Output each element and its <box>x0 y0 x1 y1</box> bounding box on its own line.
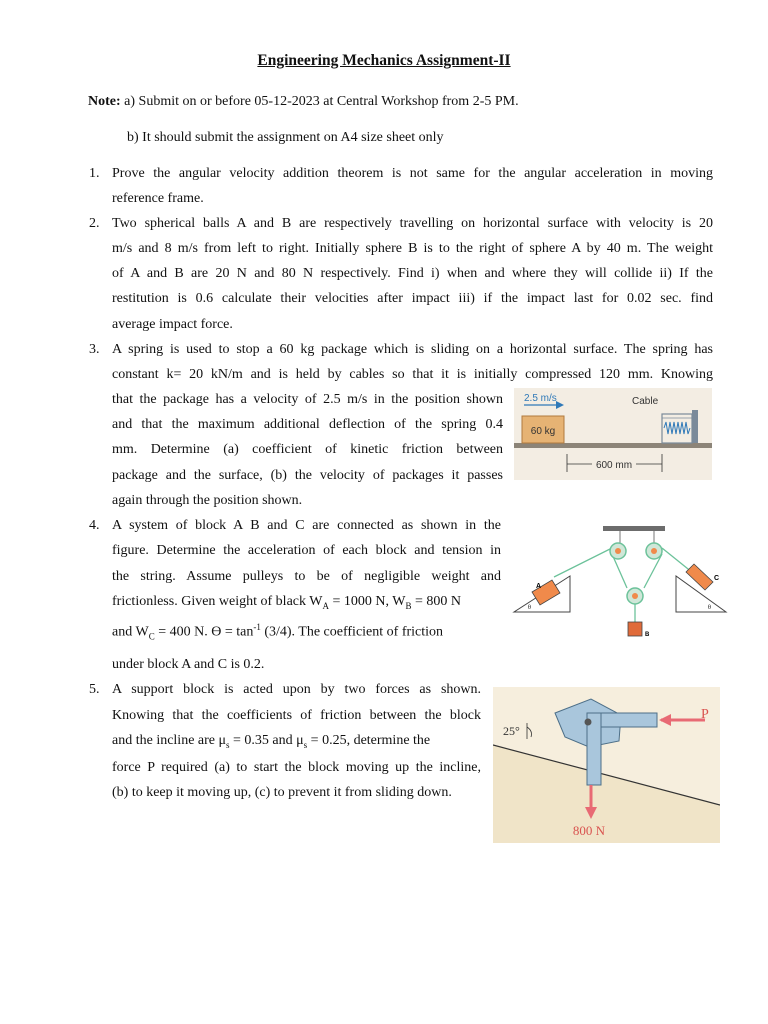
q3-line: again through the position shown. <box>112 493 303 508</box>
support-block-figure <box>493 687 720 843</box>
q2-line: restitution is 0.6 calculate their velocities after impact iii) if the impact last for 0.02 sec. find <box>112 291 713 306</box>
force-p-label: P <box>701 707 709 722</box>
q4-line: figure. Determine the acceleration of each block and tension in <box>112 543 501 558</box>
q5-line: and the incline are $\mu_s = 0.35$ and $\mu_s = 0.25$, determine the <box>112 733 431 750</box>
q3-line: that the package has a velocity of 2.5 m/s in the position shown <box>112 392 503 407</box>
q4-line: frictionless. Given weight of black $W_A = 1000$ N, $W_B = 800$ N <box>112 594 461 611</box>
q5-line: (b) to keep it moving up, (c) to prevent it from sliding down. <box>112 785 452 800</box>
q3-number: 3. <box>89 342 100 357</box>
note-label: Note: <box>88 94 121 109</box>
angle-label: 25° <box>503 724 520 738</box>
block-a-label: A <box>536 583 542 590</box>
block-c-label: C <box>714 575 720 582</box>
note-a <box>88 94 519 110</box>
q2-line: m/s and 8 m/s from left to right. Initially sphere B is to the right of sphere A by 40 m. The weight <box>112 241 713 256</box>
q4-number: 4. <box>89 518 100 533</box>
note-b: b) It should submit the assignment on A4 size sheet only <box>127 130 444 145</box>
q4-line: the string. Assume pulleys to be of negligible weight and <box>112 569 501 584</box>
pulley-blocks-figure <box>508 520 730 642</box>
q4-line: under block A and C is 0.2. <box>112 657 265 672</box>
q3-line: constant k= 20 kN/m and is held by cables so that it is initially compressed 120 mm. Knowing <box>112 367 713 382</box>
q2-line: Two spherical balls A and B are respectively travelling on horizontal surface with velocity is 20 <box>112 216 713 231</box>
q1-number: 1. <box>89 166 100 181</box>
q5-line: A support block is acted upon by two forces as shown. <box>112 682 481 697</box>
q5-number: 5. <box>89 682 100 697</box>
q2-number: 2. <box>89 216 100 231</box>
velocity-label: 2.5 m/s <box>524 393 557 404</box>
spring-package-figure <box>514 388 712 480</box>
theta-label: θ <box>708 605 711 611</box>
q3-line: A spring is used to stop a 60 kg package which is sliding on a horizontal surface. The spring has <box>112 342 713 357</box>
q5-line: force P required (a) to start the block moving up the incline, <box>112 760 481 775</box>
q1-line: Prove the angular velocity addition theorem is not same for the angular acceleration in moving <box>112 166 713 181</box>
block-b-label: B <box>645 632 650 638</box>
q3-line: and that the maximum additional deflection of the spring 0.4 <box>112 417 503 432</box>
q1-line: reference frame. <box>112 191 204 206</box>
note-a-text: a) Submit on or before 05-12-2023 at Central Workshop from 2-5 PM. <box>124 94 519 109</box>
distance-label: 600 mm <box>595 460 633 471</box>
force-800n-label: 800 N <box>572 823 606 838</box>
cable-label: Cable <box>632 396 659 407</box>
q5-line: Knowing that the coefficients of friction between the block <box>112 708 481 723</box>
mass-label: 60 kg <box>530 426 556 437</box>
q3-line: mm. Determine (a) coefficient of kinetic friction between <box>112 442 503 457</box>
q3-line: package and the surface, (b) the velocity of packages it passes <box>112 468 503 483</box>
page-title: Engineering Mechanics Assignment-II <box>257 52 511 69</box>
q2-line: of A and B are 20 N and 80 N respectively. Find i) when and where they will collide ii) If the <box>112 266 713 281</box>
q4-line: and $W_C = 400$ N. $ϴ = \tan^{-1} (3/4)$. The coefficient of friction <box>112 622 444 642</box>
q2-line: average impact force. <box>112 317 233 332</box>
q4-line: A system of block A B and C are connected as shown in the <box>112 518 501 533</box>
theta-label: θ <box>528 605 531 611</box>
